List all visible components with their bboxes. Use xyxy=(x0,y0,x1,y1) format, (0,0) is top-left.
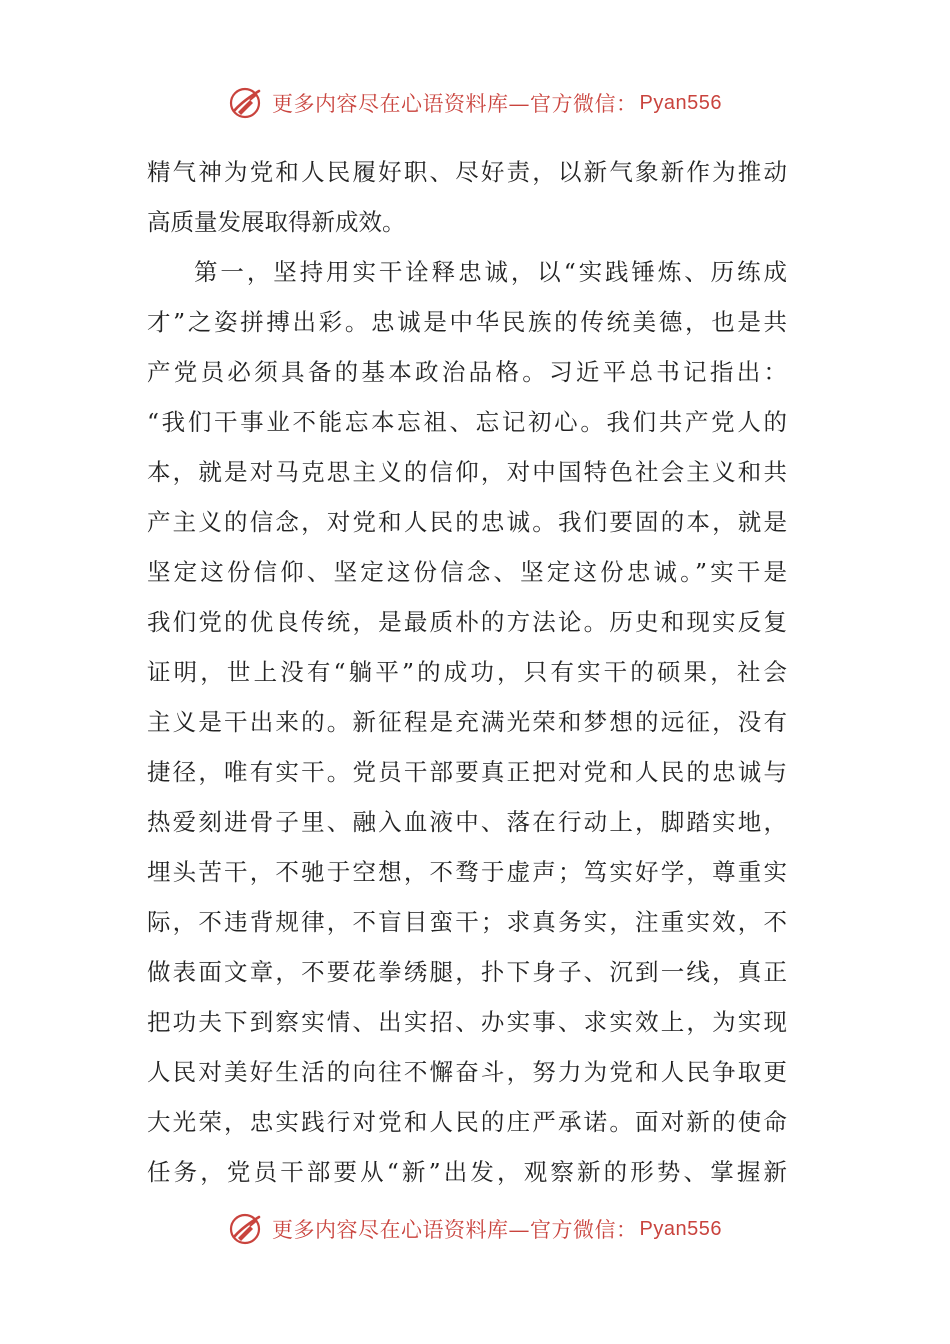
text-line: 埋头苦干，不驰于空想，不骛于虚声；笃实好学，尊重实 xyxy=(147,858,787,886)
text-line: 我们党的优良传统，是最质朴的方法论。历史和现实反复 xyxy=(147,608,787,636)
text-line: 做表面文章，不要花拳绣腿，扑下身子、沉到一线，真正 xyxy=(147,958,787,986)
text-line: 证明，世上没有“躺平”的成功，只有实干的硕果，社会 xyxy=(147,658,787,686)
text-line: 把功夫下到察实情、出实招、办实事、求实效上，为实现 xyxy=(147,1008,787,1036)
text-line: 际，不违背规律，不盲目蛮干；求真务实，注重实效，不 xyxy=(147,908,787,936)
text-line: 大光荣，忠实践行对党和人民的庄严承诺。面对新的使命 xyxy=(147,1108,787,1136)
text-line: 坚定这份信仰、坚定这份信念、坚定这份忠诚。”实干是 xyxy=(147,558,787,586)
text-line: 才”之姿拼搏出彩。忠诚是中华民族的传统美德，也是共 xyxy=(147,308,787,336)
pen-logo-icon xyxy=(228,1211,264,1247)
watermark-text: 更多内容尽在心语资料库—官方微信： xyxy=(272,92,638,116)
watermark-banner-bottom xyxy=(0,1209,950,1249)
watermark-wechat-id: Pyan556 xyxy=(639,91,722,114)
text-line: 主义是干出来的。新征程是充满光荣和梦想的远征，没有 xyxy=(147,708,787,736)
watermark-banner-top xyxy=(0,83,950,123)
text-line: 热爱刻进骨子里、融入血液中、落在行动上，脚踏实地， xyxy=(147,808,787,836)
watermark-wechat-id: Pyan556 xyxy=(639,1217,722,1240)
pen-logo-icon xyxy=(228,85,264,121)
document-body xyxy=(147,147,787,1197)
text-line: 捷径，唯有实干。党员干部要真正把对党和人民的忠诚与 xyxy=(147,758,787,786)
text-line: “我们干事业不能忘本忘祖、忘记初心。我们共产党人的 xyxy=(147,408,787,436)
text-line: 第一，坚持用实干诠释忠诚，以“实践锤炼、历练成 xyxy=(194,258,787,286)
text-line: 人民对美好生活的向往不懈奋斗，努力为党和人民争取更 xyxy=(147,1058,787,1086)
text-line: 精气神为党和人民履好职、尽好责，以新气象新作为推动 xyxy=(147,158,787,186)
text-line: 高质量发展取得新成效。 xyxy=(147,208,406,236)
text-line: 产党员必须具备的基本政治品格。习近平总书记指出： xyxy=(147,358,787,386)
text-line: 任务，党员干部要从“新”出发，观察新的形势、掌握新 xyxy=(147,1158,787,1186)
watermark-text: 更多内容尽在心语资料库—官方微信： xyxy=(272,1218,638,1242)
text-line: 产主义的信念，对党和人民的忠诚。我们要固的本，就是 xyxy=(147,508,787,536)
text-line: 本，就是对马克思主义的信仰，对中国特色社会主义和共 xyxy=(147,458,787,486)
